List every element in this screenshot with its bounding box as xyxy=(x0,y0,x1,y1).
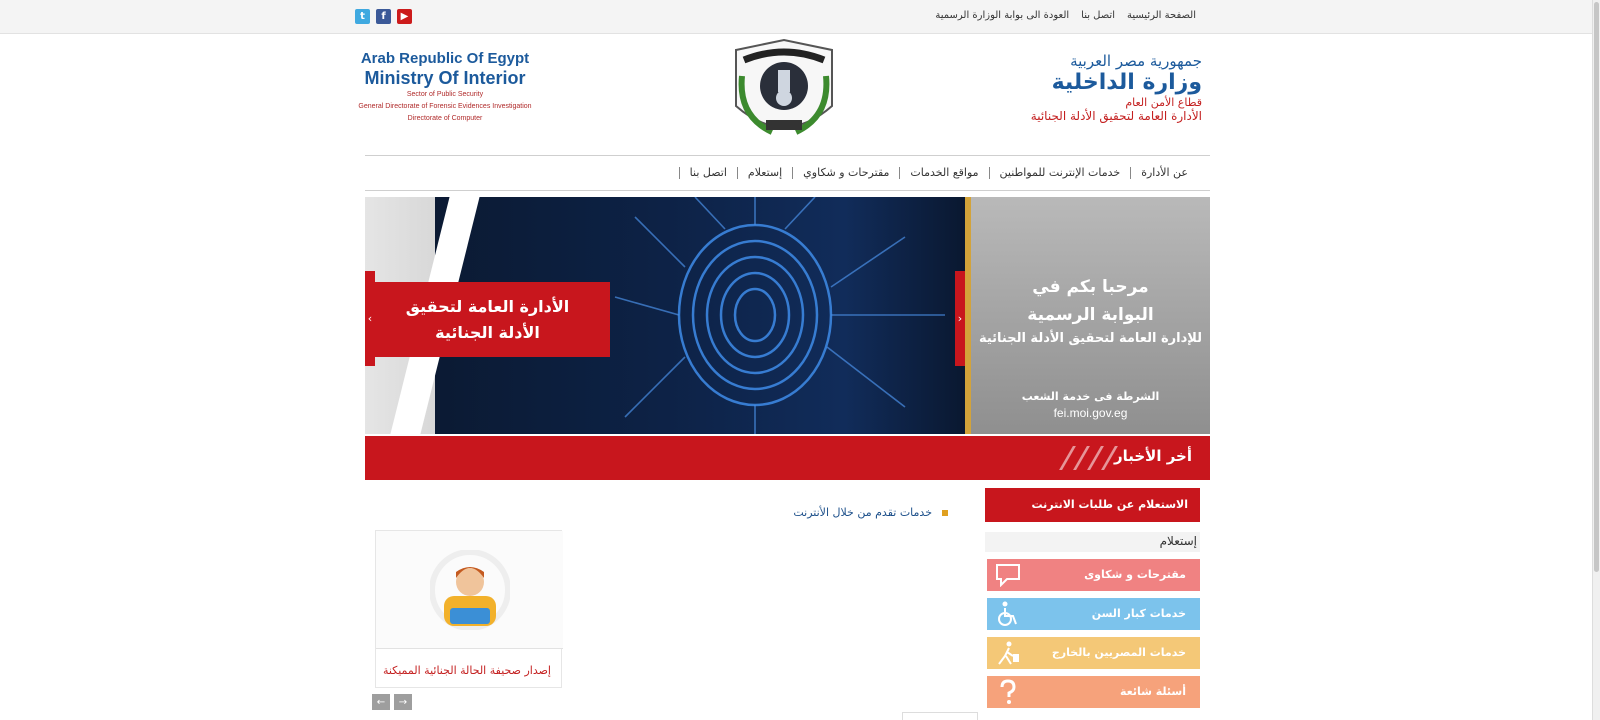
header-arabic xyxy=(992,52,1202,123)
ar-sector: قطاع الأمن العام xyxy=(1125,96,1202,109)
scrollbar-thumb[interactable] xyxy=(1594,2,1599,572)
main-nav xyxy=(365,155,1210,191)
top-bar xyxy=(0,0,1600,34)
expat-services-tile-label: خدمات المصريين بالخارج xyxy=(1051,646,1186,659)
card-caption[interactable]: إصدار صحيفة الحالة الجنائية المميكنة xyxy=(382,664,551,677)
welcome-line1: مرحبا بكم في xyxy=(1032,277,1149,297)
pager-next-button[interactable]: → xyxy=(394,694,412,710)
elderly-services-tile[interactable] xyxy=(987,598,1200,630)
ministry-emblem-icon[interactable] xyxy=(722,36,846,150)
service-item-label[interactable]: خدمات تقدم من خلال الأنترنت xyxy=(793,506,932,519)
suggestions-tile-label: مقترحات و شكاوى xyxy=(1084,568,1186,581)
nav-about[interactable]: عن الأدارة xyxy=(1130,167,1198,179)
service-list-item[interactable] xyxy=(793,506,948,519)
slider-banner-line2: الأدلة الجنائية xyxy=(435,323,540,342)
en-ministry: Ministry Of Interior xyxy=(364,68,526,88)
ar-directorate: الأدارة العامة لتحقيق الأدلة الجنائية xyxy=(1030,109,1202,123)
service-card[interactable] xyxy=(375,530,562,688)
speech-bubble-icon xyxy=(995,562,1021,588)
question-icon xyxy=(995,679,1021,705)
card-pager xyxy=(372,694,412,710)
ar-country: جمهورية مصر العربية xyxy=(1070,52,1202,70)
bullet-icon xyxy=(942,510,948,516)
police-slogan: الشرطة فى خدمة الشعب xyxy=(1021,390,1160,403)
welcome-line2: البوابة الرسمية xyxy=(1027,305,1154,325)
fingerprint-icon xyxy=(605,197,965,434)
news-bar xyxy=(365,436,1210,480)
top-links xyxy=(935,10,1196,21)
user-avatar-icon xyxy=(430,550,510,630)
page-scrollbar[interactable] xyxy=(1592,0,1600,720)
nav-internet-services[interactable]: خدمات الإنترنت للمواطنين xyxy=(989,167,1131,179)
news-title: أخر الأخبار xyxy=(1113,447,1192,465)
twitter-icon[interactable]: t xyxy=(355,9,370,24)
slider-banner xyxy=(365,282,610,357)
faq-tile[interactable] xyxy=(987,676,1200,708)
inquiry-heading: إستعلام xyxy=(985,532,1200,552)
en-directorate: General Directorate of Forensic Evidences Investigation xyxy=(358,103,532,110)
hero-slider[interactable] xyxy=(365,197,1210,434)
social-links xyxy=(355,9,412,24)
youtube-icon[interactable]: ▶ xyxy=(397,9,412,24)
ar-ministry: وزارة الداخلية xyxy=(1051,70,1202,95)
internet-requests-inquiry-button[interactable]: الاستعلام عن طلبات الانترنت xyxy=(985,488,1200,522)
slider-welcome-panel xyxy=(971,197,1210,434)
en-department: Directorate of Computer xyxy=(407,115,483,122)
site-url: fei.moi.gov.eg xyxy=(1053,406,1128,420)
expat-services-tile[interactable] xyxy=(987,637,1200,669)
en-sector: Sector of Public Security xyxy=(406,91,484,98)
footer-box xyxy=(902,712,978,720)
elderly-services-tile-label: خدمات كبار السن xyxy=(1091,607,1186,620)
suggestions-tile[interactable] xyxy=(987,559,1200,591)
card-image xyxy=(376,531,563,649)
header-english xyxy=(350,50,540,125)
facebook-icon[interactable]: f xyxy=(376,9,391,24)
pager-prev-button[interactable]: ← xyxy=(372,694,390,710)
nav-service-locations[interactable]: مواقع الخدمات xyxy=(899,167,988,179)
nav-inquiry[interactable]: إستعلام xyxy=(737,167,792,179)
nav-suggestions[interactable]: مقترحات و شكاوي xyxy=(792,167,899,179)
top-link-home[interactable]: الصفحة الرئيسية xyxy=(1127,10,1196,21)
sidebar xyxy=(985,488,1200,708)
slider-banner-line1: الأدارة العامة لتحقيق xyxy=(405,297,570,316)
slider-next-button[interactable]: › xyxy=(955,271,965,366)
welcome-line3: للإدارة العامة لتحقيق الأدلة الجنائية xyxy=(978,331,1203,346)
top-link-contact[interactable]: اتصل بنا xyxy=(1081,10,1115,21)
chevrons-icon xyxy=(1066,446,1120,470)
traveler-icon xyxy=(995,640,1021,666)
en-country: Arab Republic Of Egypt xyxy=(360,50,530,67)
top-link-ministry-portal[interactable]: العودة الى بوابة الوزارة الرسمية xyxy=(935,10,1070,21)
wheelchair-icon xyxy=(995,601,1021,627)
faq-tile-label: أسئلة شائعة xyxy=(1119,685,1186,698)
nav-contact[interactable]: اتصل بنا xyxy=(679,167,737,179)
slider-prev-button[interactable]: ‹ xyxy=(365,271,375,366)
